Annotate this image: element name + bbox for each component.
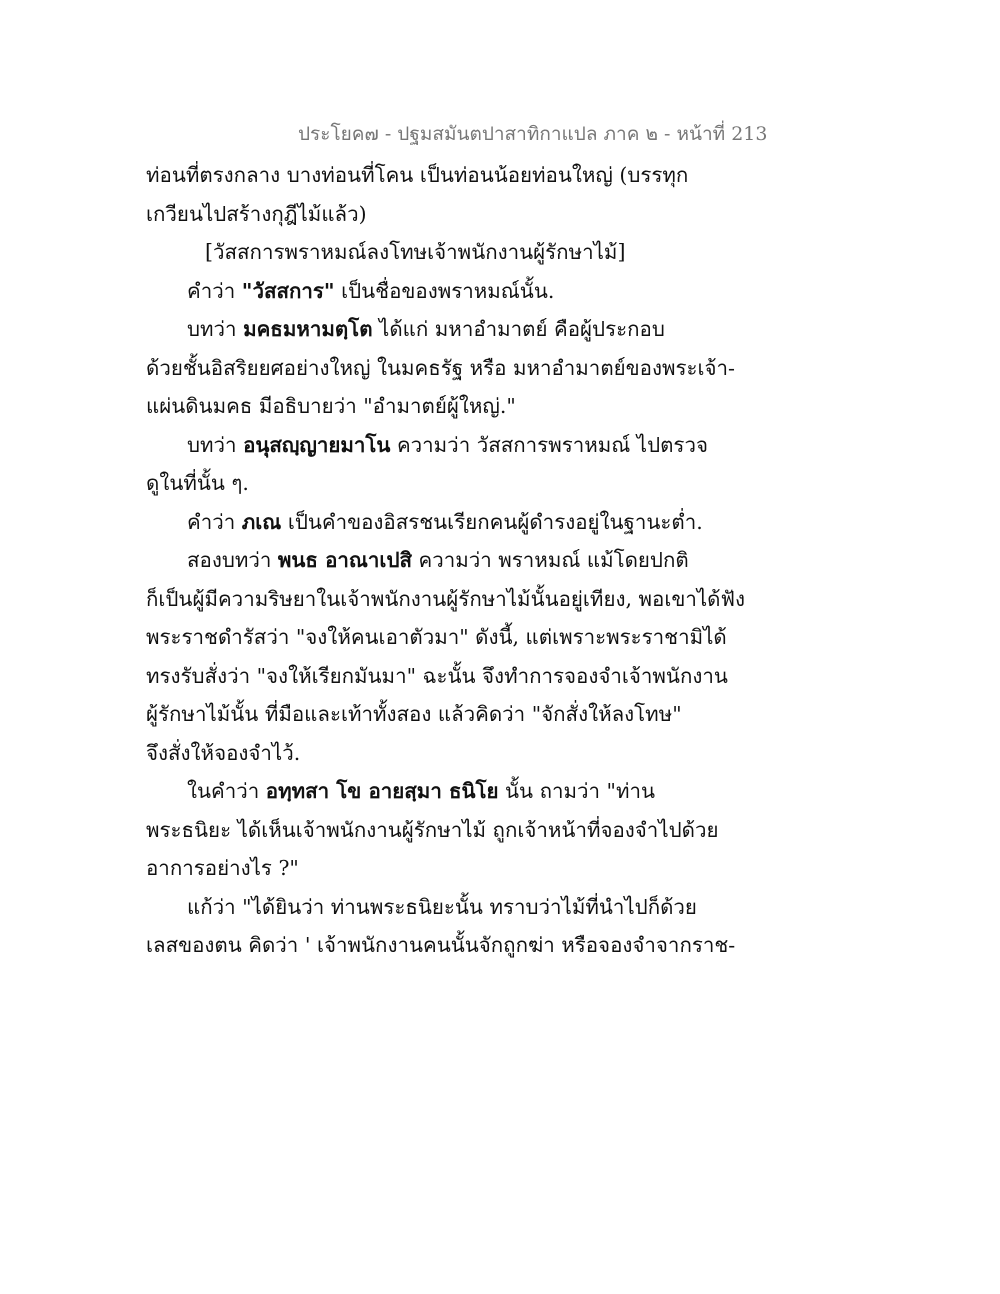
text-line bbox=[146, 464, 706, 503]
text-line bbox=[146, 849, 706, 888]
text-segment: เป็นชื่อของพราหมณ์นั้น. bbox=[334, 278, 555, 303]
bold-term: "วัสสการ" bbox=[241, 278, 335, 303]
text-segment: เป็นคำของอิสรชนเรียกคนผู้ดำรงอยู่ในฐานะต่ำ. bbox=[281, 509, 703, 534]
text-line bbox=[146, 156, 706, 195]
text-segment: นั้น ถามว่า "ท่าน bbox=[498, 779, 656, 803]
text-segment: พระธนิยะ ได้เห็นเจ้าพนักงานผู้รักษาไม้ ถูกเจ้าหน้าที่จองจำไปด้วย bbox=[146, 817, 719, 842]
text-segment: ความว่า พราหมณ์ แม้โดยปกติ bbox=[411, 548, 689, 572]
bold-term: ภเณ bbox=[241, 509, 282, 534]
text-line bbox=[146, 926, 736, 965]
text-segment: ท่อนที่ตรงกลาง บางท่อนที่โคน เป็นท่อนน้อยท่อนใหญ่ (บรรทุก bbox=[146, 163, 689, 187]
text-line bbox=[146, 195, 706, 234]
text-segment: ทรงรับสั่งว่า "จงให้เรียกมันมา" ฉะนั้น จึงทำการจองจำเจ้าพนักงาน bbox=[146, 663, 728, 688]
text-segment: แก้ว่า "ได้ยินว่า ท่านพระธนิยะนั้น ทราบว่าไม้ที่นำไปก็ด้วย bbox=[187, 894, 697, 919]
text-segment: บทว่า bbox=[187, 317, 244, 341]
text-line bbox=[146, 580, 746, 619]
text-segment: ความว่า วัสสการพราหมณ์ ไปตรวจ bbox=[390, 432, 708, 457]
text-line bbox=[146, 503, 706, 542]
bold-term: พนธ อาณาเปสิ bbox=[277, 548, 412, 572]
text-segment: ผู้รักษาไม้นั้น ที่มือและเท้าทั้งสอง แล้วคิดว่า "จักสั่งให้ลงโทษ" bbox=[146, 702, 682, 726]
text-line bbox=[146, 811, 719, 850]
text-segment: พระราชดำรัสว่า "จงให้คนเอาตัวมา" ดังนี้, แต่เพราะพระราชามิได้ bbox=[146, 625, 727, 649]
text-line bbox=[146, 888, 706, 927]
section-heading bbox=[146, 233, 706, 272]
bold-term: มคธมหามตฺโต bbox=[243, 317, 373, 341]
text-segment: จึงสั่งให้จองจำไว้. bbox=[146, 740, 301, 765]
text-line bbox=[146, 272, 706, 311]
text-line bbox=[146, 772, 706, 811]
text-segment: เกวียนไปสร้างกุฎีไม้แล้ว) bbox=[146, 201, 367, 226]
text-segment: ด้วยชั้นอิสริยยศอย่างใหญ่ ในมคธรัฐ หรือ มหาอำมาตย์ของพระเจ้า- bbox=[146, 355, 735, 380]
text-segment: เลสของตน คิดว่า ' เจ้าพนักงานคนนั้นจักถูกฆ่า หรือจองจำจากราช- bbox=[146, 933, 736, 957]
text-segment: สองบทว่า bbox=[187, 548, 278, 572]
text-line bbox=[146, 387, 706, 426]
text-segment: คำว่า bbox=[187, 509, 242, 534]
bold-term: อนุสญฺญายมาโน bbox=[243, 432, 391, 457]
text-segment: แผ่นดินมคธ มีอธิบายว่า "อำมาตย์ผู้ใหญ่." bbox=[146, 394, 516, 418]
text-segment: [วัสสการพราหมณ์ลงโทษเจ้าพนักงานผู้รักษาไม้] bbox=[205, 240, 626, 264]
bold-term: อทฺทสา โข อายสฺมา ธนิโย bbox=[265, 779, 499, 803]
text-line bbox=[146, 310, 706, 349]
text-segment: ได้แก่ มหาอำมาตย์ คือผู้ประกอบ bbox=[372, 317, 665, 341]
text-line bbox=[146, 618, 727, 657]
body-text bbox=[146, 156, 746, 965]
text-line bbox=[146, 541, 706, 580]
text-segment: บทว่า bbox=[187, 432, 244, 457]
text-segment: ก็เป็นผู้มีความริษยาในเจ้าพนักงานผู้รักษาไม้นั้นอยู่เทียง, พอเขาได้ฟัง bbox=[146, 586, 746, 611]
text-line bbox=[146, 695, 706, 734]
text-line bbox=[146, 734, 706, 773]
running-header: ประโยค๗ - ปฐมสมันตปาสาทิกาแปล ภาค ๒ - หน้าที่ 213 bbox=[298, 123, 768, 145]
text-segment: คำว่า bbox=[187, 278, 242, 303]
text-segment: อาการอย่างไร ?" bbox=[146, 856, 299, 880]
text-segment: ดูในที่นั้น ๆ. bbox=[146, 471, 249, 495]
text-line bbox=[146, 657, 728, 696]
text-segment: ในคำว่า bbox=[187, 779, 266, 803]
text-line bbox=[146, 426, 706, 465]
text-line bbox=[146, 349, 735, 388]
